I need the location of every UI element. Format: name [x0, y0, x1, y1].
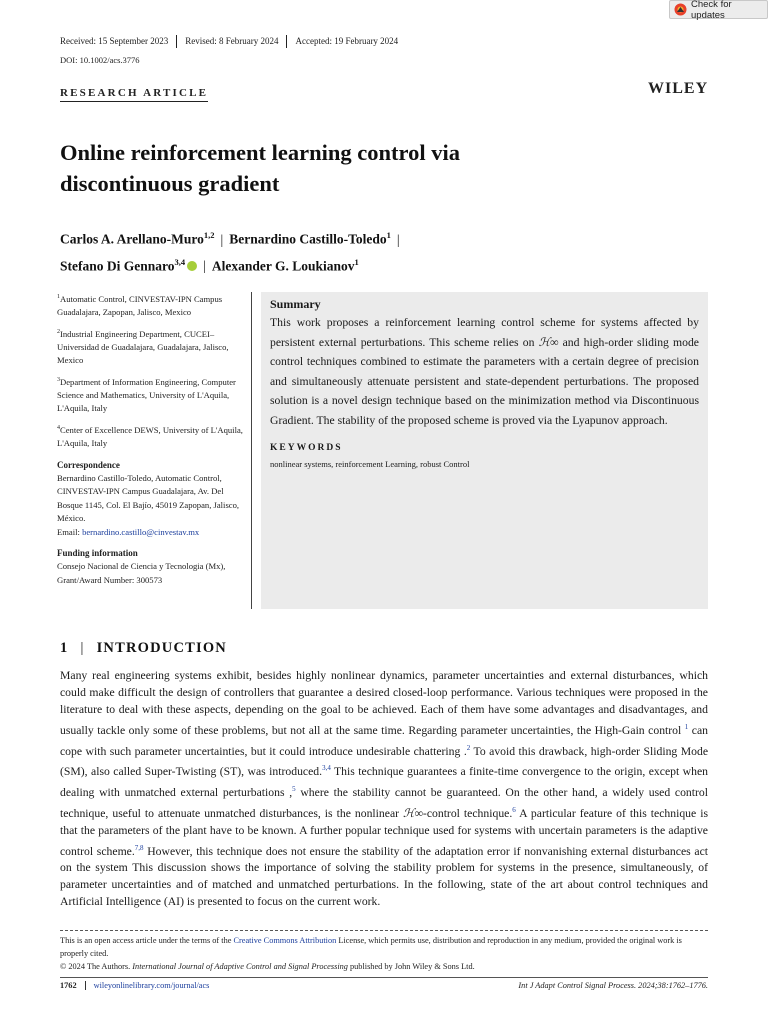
page-footer [60, 981, 708, 990]
citation-link[interactable]: 3,4 [322, 764, 331, 773]
citation-line: Int J Adapt Control Signal Process. 2024;38:1762–1776. [518, 981, 708, 990]
article-type: RESEARCH ARTICLE [60, 87, 208, 102]
h-infinity-symbol: ℋ∞ [538, 335, 559, 349]
author-separator: | [396, 231, 400, 247]
author-name[interactable]: Alexander G. Loukianov [211, 258, 355, 273]
citation-link[interactable]: 7,8 [134, 843, 144, 852]
footer-divider [60, 977, 708, 978]
correspondence-text: Bernardino Castillo-Toledo, Automatic Control, CINVESTAV-IPN Campus Guadalajara, Av. Del Bosque 1145, Col. El Bajío, 45019 Zapopan, Jalisco, México. Email: bernardino.castillo@cinvestav.mx [57, 472, 240, 537]
summary-text: This work proposes a reinforcement learning control scheme for systems affected by persistent external perturbations. This scheme relies on ℋ∞ and high-order sliding mode control techniques combined to estimate the parameters with a certain degree of precision and simultaneously attenuate persistent and state-dependent perturbations. The proposed solution is a novel design technique based on the minimization method via Discontinuous Gradient. The stability of the proposed scheme is proved via the Lyapunov approach. [270, 316, 699, 427]
accepted-date: Accepted: 19 February 2024 [286, 35, 406, 48]
h-infinity-symbol: ℋ∞ [403, 806, 423, 820]
correspondence-email-link[interactable]: bernardino.castillo@cinvestav.mx [82, 526, 200, 537]
keywords: nonlinear systems, reinforcement Learning, robust Control [270, 459, 470, 469]
orcid-icon[interactable] [187, 261, 197, 271]
correspondence-heading: Correspondence [57, 459, 120, 470]
page-number: 1762 [60, 981, 86, 990]
affiliation: $^1$Automatic Control, CINVESTAV-IPN Campus Guadalajara, Zapopan, Jalisco, Mexico [57, 293, 223, 318]
journal-site-link[interactable]: wileyonlinelibrary.com/journal/acs [93, 981, 210, 990]
citation-link[interactable]: 5 [292, 785, 296, 794]
article-info-column [57, 291, 251, 593]
author-affil: 3,4 [174, 256, 186, 267]
received-date: Received: 15 September 2023 [60, 36, 169, 46]
title-line-1: Online reinforcement learning control via [60, 140, 460, 165]
funding-heading: Funding information [57, 547, 138, 558]
check-for-updates-button[interactable] [669, 0, 768, 19]
summary-heading: Summary [270, 297, 321, 311]
license-link[interactable]: Creative Commons Attribution [233, 936, 337, 945]
article-title [60, 137, 660, 199]
author-affil: 1,2 [203, 230, 215, 240]
article-dates [60, 35, 406, 48]
license-footnote: This is an open access article under the terms of the Creative Commons Attribution License, which permits use, distribution and reproduction in any medium, provided the original work is properly cited. © 2024 The Authors. International Journal of Adaptive Control and Signal Processing published by John Wiley & Sons Ltd. [60, 936, 682, 972]
citation-link[interactable]: 2 [466, 743, 471, 752]
check-updates-icon [674, 3, 687, 16]
author-separator: | [220, 231, 224, 247]
summary-box [261, 292, 708, 609]
column-divider [251, 292, 252, 609]
check-updates-label: Check for updates [691, 0, 732, 21]
footnote-divider [60, 930, 708, 931]
affiliation: $^3$Department of Information Engineering, Computer Science and Mathematics, University of L'Aquila, L'Aquila, Italy [57, 376, 236, 414]
author-name[interactable]: Bernardino Castillo-Toledo [229, 231, 387, 247]
affiliation: $^2$Industrial Engineering Department, CUCEI–Universidad de Guadalajara, Guadalajara, Jalisco, Mexico [57, 328, 229, 366]
title-line-2: discontinuous gradient [60, 171, 280, 196]
author-list [60, 224, 720, 277]
keywords-heading: KEYWORDS [270, 443, 343, 453]
publisher-logo: WILEY [648, 80, 709, 97]
author-affil: 1 [354, 256, 359, 267]
author-affil: 1 [386, 230, 391, 240]
funding-text: Consejo Nacional de Ciencia y Tecnologia (Mx), Grant/Award Number: 300573 [57, 561, 226, 585]
intro-paragraph: Many real engineering systems exhibit, besides highly nonlinear dynamics, parameter uncertainties and external disturbances, which could make difficult the design of controllers that guarantee a desired closed-loop performance. Various techniques were proposed in the literature to deal with these aspects, depending on the goal to be achieved. Each of them have some advantages and disadvantages, and usually tackle only some of these problems, but not all at the same time. Regarding parameter uncertainties, the High-Gain control $^1$ can cope with such parameter uncertainties, but it could introduce undesirable chattering .$^2$ To avoid this drawback, high-order Sliding Mode (SM), also called Super-Twisting (ST), was introduced.$^{3,4}$ This technique guarantees a finite-time convergence to the origin, except when dealing with unmatched external perturbations ,$^5$ where the stability cannot be guaranteed. On the other hand, a widely used control technique, useful to attenuate unmatched disturbances, is the nonlinear ℋ∞-control technique.$^6$ A particular feature of this technique is that the parameters of the plant have to be known. A further popular technique used for systems with uncertain parameters is the adaptive control scheme.$^{7,8}$ However, this technique does not ensure the stability of the adaptation error if nonvanishing external disturbances act on the system This discussion shows the importance of solving the stability problem for systems in the presence, simultaneously, of parameter uncertainties and of matched and unmatched perturbations. In the following, state of the art about control techniques and Artificial Intelligence (AI) is presented to focus on the current work. [60, 669, 709, 909]
doi: DOI: 10.1002/acs.3776 [60, 55, 140, 65]
author-name[interactable]: Carlos A. Arellano-Muro [60, 231, 204, 247]
citation-link[interactable]: 6 [512, 805, 516, 814]
revised-date: Revised: 8 February 2024 [176, 35, 286, 48]
section-heading: 1 | INTRODUCTION [60, 640, 227, 656]
citation-link[interactable]: 1 [684, 722, 689, 731]
author-name[interactable]: Stefano Di Gennaro [60, 258, 175, 273]
affiliation: $^4$Center of Excellence DEWS, University of L'Aquila, L'Aquila, Italy [57, 424, 243, 449]
author-separator: | [203, 258, 206, 273]
